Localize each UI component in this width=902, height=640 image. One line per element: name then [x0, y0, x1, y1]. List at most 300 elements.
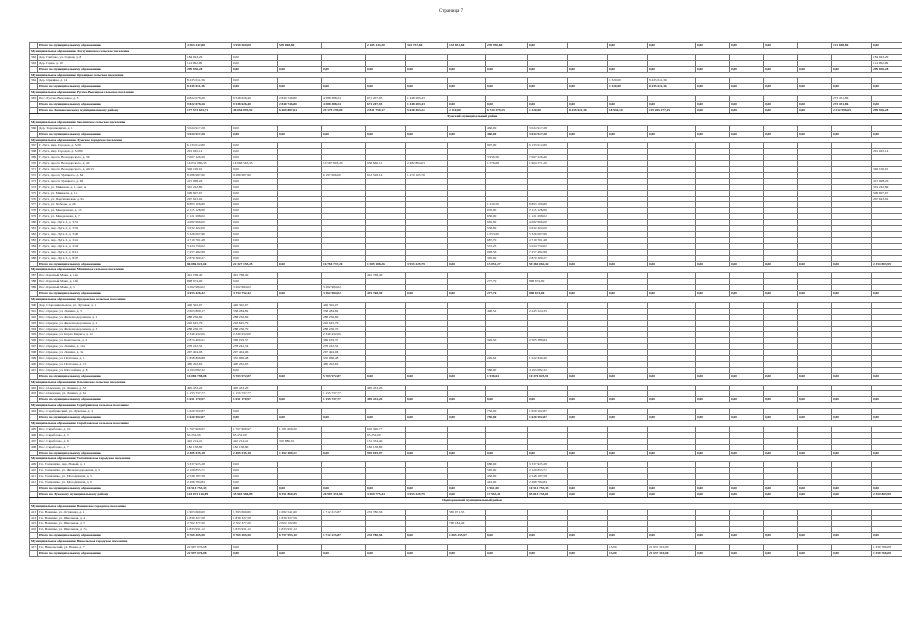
value-cell: 0,00 — [730, 84, 764, 90]
row-number: 395 — [31, 332, 37, 337]
value-cell: 0,00 — [322, 66, 366, 72]
value-cell: 17 953,41 — [486, 491, 528, 497]
value-cell: 0,00 — [730, 261, 764, 267]
value-cell: 0,00 — [528, 66, 568, 72]
value-cell: 0,00 — [872, 131, 902, 137]
value-cell: 0,00 — [366, 131, 406, 137]
value-cell: 0,00 — [232, 178, 278, 184]
value-cell: 3 262 984,02 — [322, 285, 366, 291]
value-cell: 299 936,28 — [872, 107, 902, 113]
row-number: 380 — [31, 220, 37, 225]
value-cell: 0,00 — [798, 491, 832, 497]
value-cell: 335 966,48 — [322, 356, 366, 362]
value-cell: 0,00 — [696, 131, 730, 137]
value-cell: 0,00 — [528, 450, 568, 456]
value-cell: 8 435 011,36 — [648, 84, 696, 90]
value-cell: 1 155 737,77 — [322, 391, 366, 397]
value-cell: 993 045,97 — [366, 450, 406, 456]
address-cell: Г.п. Толмачёво, ул. Железнодорожная, д. 3 — [38, 468, 186, 474]
value-cell: 0,00 — [798, 533, 832, 539]
value-cell: 1 320,00 — [608, 84, 648, 90]
row-number: 388 — [31, 279, 37, 284]
value-cell: 0,00 — [832, 66, 872, 72]
row-number: 415 — [31, 521, 37, 526]
value-cell: 0,00 — [764, 550, 798, 556]
address-cell: Г. Луга, ул. Менделеева, д. 13 — [38, 208, 186, 214]
value-cell: 1 320,00 — [528, 107, 568, 113]
value-cell: 133 851,60 — [448, 43, 486, 49]
value-cell: 1 961,00 — [486, 485, 528, 491]
value-cell: 0,00 — [366, 84, 406, 90]
value-cell: 665,00 — [486, 220, 528, 226]
value-cell: 358 284,82 — [322, 308, 366, 314]
value-cell: 0,00 — [832, 491, 872, 497]
value-cell: 1 858 806,88 — [186, 356, 232, 362]
value-cell: 0,00 — [832, 485, 872, 491]
address-cell: Г.п. Толмачёво, пер. Новый, д. 1 — [38, 462, 186, 468]
row-number: 369 — [31, 155, 37, 160]
value-cell: 0,00 — [278, 373, 322, 379]
row-number: 386 — [31, 255, 37, 260]
value-cell: 4 588 388,24 — [322, 102, 366, 108]
value-cell: 291 045,14 — [186, 149, 232, 155]
value-cell: 1 121 298,02 — [186, 214, 232, 220]
value-cell: 0,00 — [696, 397, 730, 403]
value-cell: 0,00 — [608, 485, 648, 491]
row-number: 410 — [31, 468, 37, 473]
address-cell: Итого по Лужскому муниципальному району — [38, 491, 186, 497]
value-cell: 0,00 — [322, 84, 366, 90]
value-cell: 278 242,54 — [232, 344, 278, 350]
value-cell: 273 451,86 — [832, 96, 872, 102]
value-cell: 0,00 — [232, 462, 278, 468]
value-cell: 3 262 984,02 — [322, 291, 366, 297]
value-cell: 2 879 360,27 — [528, 255, 568, 261]
value-cell: 0,00 — [486, 102, 528, 108]
row-number: 366 — [31, 125, 37, 130]
value-cell: 0,00 — [278, 66, 322, 72]
value-cell: 0,00 — [608, 261, 648, 267]
row-number: 399 — [31, 356, 37, 361]
value-cell: 10 514 753,33 — [186, 485, 232, 491]
row-number: 411 — [31, 474, 36, 479]
value-cell: 0,00 — [648, 485, 696, 491]
value-cell: 0,00 — [832, 84, 872, 90]
value-cell: 491 768,40 — [186, 273, 232, 279]
value-cell: 0,00 — [278, 415, 322, 421]
value-cell: 688,00 — [486, 462, 528, 468]
value-cell: 2 840 746,80 — [278, 96, 322, 102]
row-number: 385 — [31, 249, 37, 254]
value-cell: 0,00 — [832, 450, 872, 456]
value-cell: 26 907 431,86 — [322, 491, 366, 497]
row-number: 376 — [31, 196, 37, 201]
value-cell: 956 660,12 — [366, 161, 406, 167]
value-cell: 491 768,40 — [366, 291, 406, 297]
value-cell: 0,00 — [406, 450, 448, 456]
value-cell: 5 638 463,21 — [406, 107, 448, 113]
value-cell: 0,00 — [696, 450, 730, 456]
row-number: 417 — [31, 545, 37, 550]
value-cell: 2 185 143,20 — [366, 43, 406, 49]
value-cell: 0,00 — [696, 491, 730, 497]
address-cell: Г.п. Важины, ул. Школьная, д. 7а — [38, 527, 186, 533]
value-cell: 0,00 — [872, 373, 902, 379]
value-cell: 1 797 909,97 — [232, 426, 278, 432]
value-cell: 0,00 — [322, 485, 366, 491]
row-number: 381 — [31, 226, 37, 231]
value-cell: 997,00 — [486, 143, 528, 149]
value-cell: 0,00 — [278, 291, 322, 297]
value-cell: 22 327 155,25 — [232, 261, 278, 267]
value-cell: 24 179 139,00 — [322, 107, 366, 113]
value-cell: 0,00 — [568, 550, 608, 556]
value-cell: 9 548 626,40 — [232, 96, 278, 102]
value-cell: 8 286 987,90 — [232, 172, 278, 178]
address-cell: Пос. Скреблово, д. 6 — [38, 438, 186, 444]
address-cell: Дер. Староникольское, ул. Луговая, д. 1 — [38, 302, 186, 308]
value-cell: 0,00 — [832, 131, 872, 137]
address-cell: Пос. Серебрянский, ул. Лужская, д. 4 — [38, 409, 186, 415]
value-cell: 0,00 — [232, 237, 278, 243]
value-cell: 0,00 — [232, 60, 278, 66]
value-cell: 442 214,41 — [232, 438, 278, 444]
row-number: 401 — [31, 367, 37, 372]
row-number: 412 — [31, 480, 37, 485]
value-cell: 10 514 753,33 — [528, 485, 568, 491]
value-cell: 4 082 966,00 — [186, 220, 232, 226]
value-cell: 1 538,64 — [486, 373, 528, 379]
address-cell: Пос. Ольховец, ул. Ленина, д. 53 — [38, 385, 186, 391]
address-cell: Пос. Оредеж, ул. Почтовая, д. 15 — [38, 361, 186, 367]
address-cell: Итого по муниципальному образованию — [38, 291, 186, 297]
address-cell: Г. Луга, просп. Володарского, д. 40/13 — [38, 167, 186, 173]
value-cell: 6 409 887,04 — [278, 107, 322, 113]
address-cell: Г.п. Важины, ул. Осташева, д. 1 — [38, 509, 186, 515]
value-cell: 184 943,29 — [872, 54, 902, 60]
value-cell: 10 376 825,91 — [528, 373, 568, 379]
address-cell: Г. Луга, ул. Победы, д. 26 — [38, 202, 186, 208]
value-cell: 0,00 — [448, 397, 486, 403]
value-cell: 8 435 011,36 — [186, 78, 232, 84]
value-cell: 0,00 — [232, 232, 278, 238]
row-number: 363 — [31, 60, 37, 65]
value-cell: 1 833 931,12 — [186, 527, 232, 533]
value-cell: 0,00 — [832, 291, 872, 297]
address-cell: Г. Луга, пер. Луга-3, д. 8/12 — [38, 249, 186, 255]
value-cell: 415 098,26 — [872, 178, 902, 184]
value-cell: 4 719 761,48 — [186, 237, 232, 243]
value-cell: 0,00 — [648, 373, 696, 379]
row-number: 375 — [31, 190, 37, 195]
value-cell: 9 822 078,26 — [186, 102, 232, 108]
value-cell: 5 326 067,96 — [528, 232, 568, 238]
value-cell: 0,00 — [648, 261, 696, 267]
section-title: Муниципальное образование Заклинское сельское поселение — [30, 119, 902, 125]
value-cell: 0,00 — [832, 373, 872, 379]
value-cell: 1 181 609,20 — [278, 426, 322, 432]
value-cell: 0,00 — [648, 131, 696, 137]
value-cell: 0,00 — [406, 485, 448, 491]
row-number: 391 — [31, 308, 37, 313]
address-cell: Г. Луга, пер. Луга-3, д. 3/31 — [38, 220, 186, 226]
value-cell: 4 193 082,32 — [186, 367, 232, 373]
value-cell: 3 024 917,28 — [528, 131, 568, 137]
value-cell: 1 522 840,40 — [528, 356, 568, 362]
address-cell: Пос. Красный Маяк, д. 14б — [38, 279, 186, 285]
value-cell: 0,00 — [798, 450, 832, 456]
row-number: 374 — [31, 184, 37, 189]
address-cell: Пос. Оредеж, ул. Ленина, д. 3 — [38, 308, 186, 314]
value-cell: 650,00 — [486, 214, 528, 220]
value-cell: 0,00 — [798, 66, 832, 72]
address-cell: Г.п. Важины, ул. Школьная, д. 5 — [38, 521, 186, 527]
value-cell: 0,00 — [406, 550, 448, 556]
value-cell: 0,00 — [648, 450, 696, 456]
row-number: 367 — [31, 143, 37, 148]
value-cell: 0,00 — [798, 261, 832, 267]
value-cell: 0,00 — [528, 397, 568, 403]
address-cell: Пос. Оредеж, ул. Комсомола, д. 4 — [38, 338, 186, 344]
value-cell: 226,62 — [486, 356, 528, 362]
value-cell: 299 936,28 — [186, 66, 232, 72]
value-cell: 3 632 402,00 — [186, 226, 232, 232]
value-cell: 288 236,69 — [232, 314, 278, 320]
value-cell: 2 129 855,71 — [528, 468, 568, 474]
value-cell: 0,00 — [872, 485, 902, 491]
value-cell: 0,00 — [798, 131, 832, 137]
value-cell: 1 393 669,60 — [232, 509, 278, 515]
address-cell: Пос. Скреблово, д. 5 — [38, 432, 186, 438]
value-cell: 1 712 215,87 — [322, 533, 366, 539]
value-cell: 0,00 — [872, 43, 902, 49]
value-cell: 1 839 327,58 — [232, 515, 278, 521]
value-cell: 0,00 — [568, 261, 608, 267]
address-cell: Пос. Оредеж, ул. Железнодорожная, д. 1 — [38, 314, 186, 320]
value-cell: 16 080 798,08 — [186, 373, 232, 379]
value-cell: 0,00 — [406, 397, 448, 403]
value-cell: 0,00 — [322, 415, 366, 421]
value-cell: 0,00 — [232, 78, 278, 84]
district-title: Лужский муниципальный район — [30, 113, 902, 119]
value-cell: 59 384 062,42 — [528, 261, 568, 267]
value-cell: 456,00 — [486, 474, 528, 480]
value-cell: 0,00 — [448, 102, 486, 108]
value-cell: 0,00 — [798, 291, 832, 297]
value-cell: 0,00 — [278, 397, 322, 403]
value-cell: 0,00 — [764, 533, 798, 539]
value-cell: 0,00 — [406, 131, 448, 137]
row-number: 405 — [31, 426, 37, 431]
value-cell: 2 485 535,18 — [232, 450, 278, 456]
value-cell: 495 433,20 — [366, 385, 406, 391]
row-number — [30, 550, 38, 556]
value-cell: 0,00 — [730, 66, 764, 72]
value-cell: 0,00 — [366, 415, 406, 421]
value-cell: 322 757,60 — [406, 43, 448, 49]
value-cell: 0,00 — [696, 291, 730, 297]
value-cell: 1 589 188,26 — [366, 261, 406, 267]
value-cell: 0,00 — [232, 279, 278, 285]
address-cell: Итого по муниципальному образованию — [38, 550, 186, 556]
value-cell: 2 702 377,20 — [232, 521, 278, 527]
value-cell: 0,00 — [232, 190, 278, 196]
value-cell: 184 943,29 — [186, 54, 232, 60]
address-cell: Дер. Глебово, ул. Горная, д. 8 — [38, 54, 186, 60]
value-cell: 0,00 — [730, 131, 764, 137]
row-number: 377 — [31, 202, 37, 207]
row-number: 409 — [31, 462, 37, 467]
value-cell: 1 155 737,77 — [322, 397, 366, 403]
value-cell: 898 674,00 — [186, 279, 232, 285]
value-cell: 460,00 — [486, 131, 528, 137]
value-cell: 0,00 — [232, 220, 278, 226]
value-cell: 40 656 092,92 — [232, 107, 278, 113]
value-cell: 0,00 — [528, 533, 568, 539]
row-number: 394 — [31, 326, 37, 331]
value-cell: 0,00 — [648, 491, 696, 497]
value-cell: 1 839 327,58 — [278, 515, 322, 521]
value-cell: 5 703 972,87 — [232, 373, 278, 379]
address-cell: Г. Луга, пер. Луга-3, д. 8/47 — [38, 255, 186, 261]
row-number: 382 — [31, 232, 37, 236]
row-number: 370 — [31, 161, 37, 166]
value-cell: 297 404,06 — [186, 350, 232, 356]
value-cell: 446 302,07 — [186, 302, 232, 308]
value-cell: 277,70 — [486, 279, 528, 285]
value-cell: 10 587 803,20 — [322, 161, 366, 167]
value-cell: 6 133 012,80 — [528, 143, 568, 149]
value-cell: 0,00 — [232, 415, 278, 421]
value-cell: 0,00 — [406, 84, 448, 90]
value-cell: 2 349 432,00 — [232, 332, 278, 338]
value-cell: 1 320,00 — [608, 78, 648, 84]
value-cell: 0,00 — [608, 491, 648, 497]
value-cell: 7 257 482,98 — [528, 249, 568, 255]
value-cell: 8 286 987,90 — [186, 172, 232, 178]
value-cell: 1 903 669,60 — [186, 509, 232, 515]
row-number: 379 — [31, 214, 37, 219]
value-cell: 233 780,56 — [366, 509, 406, 515]
value-cell: 0,00 — [764, 450, 798, 456]
value-cell: 0,00 — [798, 84, 832, 90]
value-cell: 1 419,50 — [486, 202, 528, 208]
value-cell: 0,00 — [648, 66, 696, 72]
section-title: Муниципальное образование Никольское городское поселение — [30, 539, 902, 545]
value-cell: 1 155 737,77 — [232, 391, 278, 397]
value-cell: 0,00 — [568, 485, 608, 491]
value-cell: 288 236,69 — [186, 314, 232, 320]
row-number: 398 — [31, 350, 37, 355]
value-cell: 0,00 — [872, 102, 902, 108]
value-cell: 335 966,48 — [232, 356, 278, 362]
value-cell: 460,00 — [486, 125, 528, 131]
value-cell: 3 262 984,02 — [232, 285, 278, 291]
value-cell: 21 637 310,00 — [648, 545, 696, 551]
value-cell: 297 404,06 — [322, 350, 366, 356]
value-cell: 7 067 226,40 — [528, 155, 568, 161]
value-cell: 207 623,02 — [872, 196, 902, 202]
value-cell: 13,00 — [608, 550, 648, 556]
value-cell: 3 953 229,79 — [406, 261, 448, 267]
row-number: 365 — [31, 96, 37, 101]
address-cell: Итого по муниципальному образованию — [38, 102, 186, 108]
value-cell: 22 997 076,08 — [186, 545, 232, 551]
value-cell: 3 224 750,02 — [528, 243, 568, 249]
value-cell: 114 992,99 — [186, 60, 232, 66]
value-cell: 0,00 — [696, 66, 730, 72]
value-cell: 0,00 — [568, 66, 608, 72]
value-cell: 0,00 — [406, 415, 448, 421]
value-cell: 1 448 283,43 — [406, 96, 448, 102]
value-cell: 277,70 — [486, 291, 528, 297]
value-cell: 63 252,00 — [186, 432, 232, 438]
value-cell: 0,00 — [832, 261, 872, 267]
value-cell: 0,00 — [764, 102, 798, 108]
value-cell: 898 674,00 — [528, 279, 568, 285]
value-cell: 0,00 — [872, 291, 902, 297]
value-cell: 0,00 — [696, 261, 730, 267]
value-cell: 0,00 — [528, 550, 568, 556]
value-cell: 0,00 — [730, 373, 764, 379]
value-cell: 0,00 — [608, 415, 648, 421]
section-title: Муниципальное образование Русско-Высоцкое сельское поселение — [30, 90, 902, 96]
value-cell: 8 351 860,45 — [278, 491, 322, 497]
value-cell: 495 433,20 — [232, 385, 278, 391]
address-cell: Г. Луга, просп. Урицкого, д. 64 — [38, 172, 186, 178]
address-cell: Пос. Красный Маяк, д. 5 — [38, 285, 186, 291]
value-cell: 0,00 — [232, 143, 278, 149]
value-cell: 1 620 502,87 — [528, 415, 568, 421]
value-cell: 1 121 298,02 — [528, 214, 568, 220]
value-cell: 4 082 966,00 — [528, 220, 568, 226]
value-cell: 0,00 — [232, 125, 278, 131]
value-cell: 0,00 — [730, 533, 764, 539]
address-cell: Г. Луга, пер. Луга-3, д. 3/41 — [38, 237, 186, 243]
value-cell: 369 019,37 — [232, 338, 278, 344]
row-number: 396 — [31, 338, 37, 343]
value-cell: 490,52 — [486, 308, 528, 314]
value-cell: 2 349 432,00 — [186, 332, 232, 338]
subtotal-row — [30, 550, 902, 556]
value-cell: 491 768,40 — [366, 273, 406, 279]
value-cell: 415 098,26 — [186, 178, 232, 184]
value-cell: 0,00 — [232, 480, 278, 486]
value-cell: 0,00 — [648, 102, 696, 108]
value-cell: 0,00 — [278, 550, 322, 556]
address-cell: Итого по муниципальному образованию — [38, 397, 186, 403]
value-cell: 0,00 — [232, 184, 278, 190]
address-cell: Г. Луга, ул. Миккели, д. 1, лит. А — [38, 184, 186, 190]
address-cell: Пос. Оредеж, ул. Шоссейная, д. 8 — [38, 367, 186, 373]
value-cell: 0,00 — [608, 397, 648, 403]
value-cell: 291 045,14 — [872, 149, 902, 155]
value-cell: 0,00 — [872, 450, 902, 456]
value-cell: 0,00 — [486, 84, 528, 90]
value-cell: 0,00 — [798, 373, 832, 379]
value-cell: 616 300,77 — [366, 426, 406, 432]
value-cell: 121 698,80 — [832, 43, 872, 49]
value-cell: 18 944,10 — [608, 107, 648, 113]
value-cell: 0,00 — [486, 66, 528, 72]
value-cell: 0,00 — [798, 415, 832, 421]
value-cell: 0,00 — [608, 291, 648, 297]
address-cell: Пос. Ольховец, ул. Ленина, д. 61 — [38, 391, 186, 397]
value-cell: 495 433,20 — [366, 397, 406, 403]
value-cell: 750,00 — [486, 415, 528, 421]
value-cell: 3 224 750,02 — [186, 243, 232, 249]
value-cell: 0,00 — [764, 43, 798, 49]
